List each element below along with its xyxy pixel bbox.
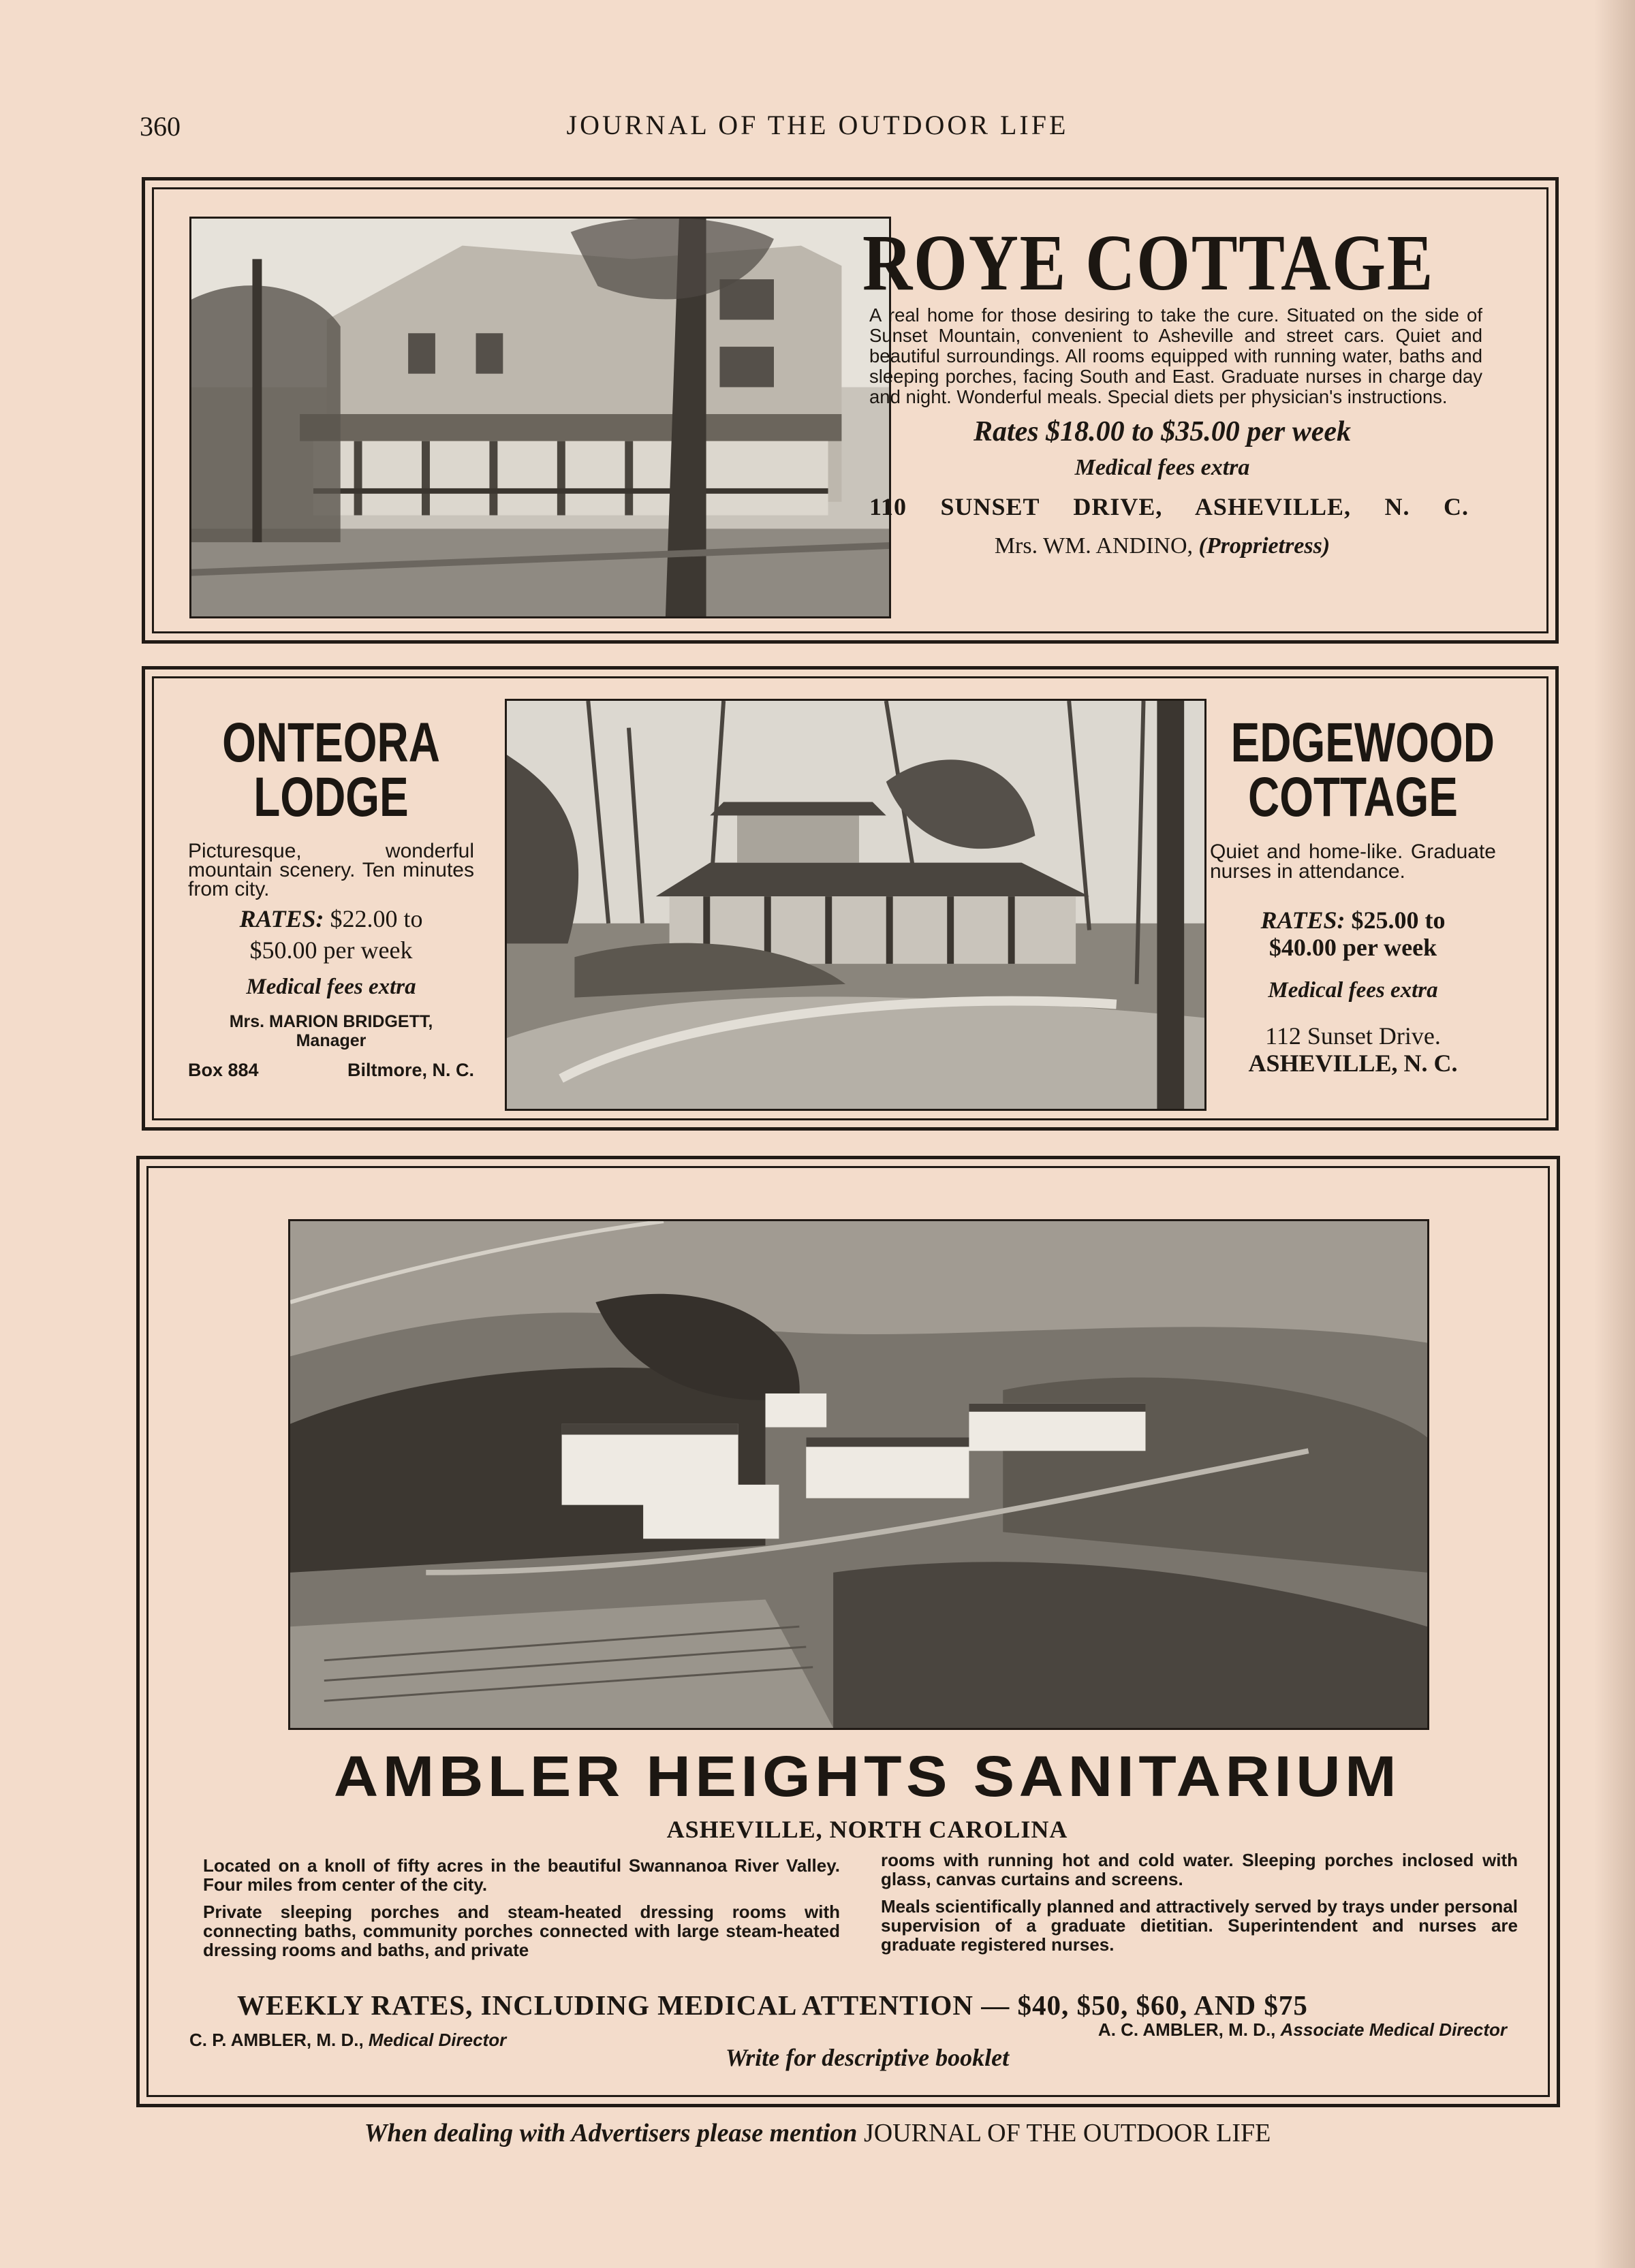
ambler-weekly-rates: WEEKLY RATES, INCLUDING MEDICAL ATTENTION — $40, $50, $60, AND $75 (237, 1989, 1308, 2021)
edgewood-title-line1: EDGEWOOD (1230, 712, 1495, 774)
onteora-rates-line1: $22.00 to (330, 905, 423, 932)
onteora-lodge-address (188, 1060, 474, 1081)
edgewood-title-line2: COTTAGE (1248, 766, 1458, 828)
onteora-title-line2: LODGE (253, 766, 409, 828)
ambler-heights-text-right (881, 1850, 1518, 1962)
roye-cottage-description: A real home for those desiring to take the cure. Situated on the side of Sunset Mountain, convenient to Asheville and street cars. Quiet and beautiful surroundings. All rooms equipped with running water, baths and sleeping porches, facing South and East. Graduate nurses in charge day and night. Wonderful meals. Special diets per physician's instructions. (869, 304, 1482, 407)
onteora-manager-role: Manager (296, 1031, 367, 1050)
onteora-town: Biltmore, N. C. (347, 1060, 474, 1080)
ambler-director2-name: A. C. AMBLER, M. D., (1097, 2019, 1276, 2040)
roye-cottage-title: ROYE COTTAGE (862, 218, 1435, 307)
roye-cottage-medical-fees: Medical fees extra (1074, 455, 1250, 480)
roye-cottage-photo (189, 217, 891, 618)
edgewood-cottage-description: Quiet and home-like. Graduate nurses in attendance. (1210, 840, 1496, 883)
roye-cottage-proprietor-name: Mrs. WM. ANDINO, (994, 533, 1194, 558)
ambler-heights-text-left (203, 1856, 840, 1968)
edgewood-cottage-rates (1196, 907, 1510, 961)
roye-cottage-address: 110 SUNSET DRIVE, ASHEVILLE, N. C. (869, 493, 1469, 520)
edgewood-cottage-medical-fees: Medical fees extra (1268, 978, 1438, 1003)
advertiser-footer (0, 2118, 1635, 2148)
onteora-rates-line2: $50.00 per week (249, 936, 413, 964)
footer-lead: When dealing with Advertisers please mention (364, 2119, 858, 2147)
ambler-heights-title: AMBLER HEIGHTS SANITARIUM (333, 1744, 1401, 1808)
roye-cottage-proprietor-role: (Proprietress) (1198, 533, 1330, 558)
ambler-director1-name: C. P. AMBLER, M. D., (189, 2030, 364, 2050)
onteora-lodge-description: Picturesque, wonderful mountain scenery. Ten minutes from city. (188, 840, 474, 900)
edgewood-rates-line1: $25.00 to (1351, 907, 1446, 934)
ambler-heights-ad (136, 1156, 1560, 2107)
ambler-heights-aerial-photo (288, 1219, 1429, 1730)
ambler-para-4: Meals scientifically planned and attractively served by trays under personal supervision of a graduate dietitian. Superintendent and nurses are graduate registered nurses. (881, 1896, 1518, 1955)
roye-cottage-proprietor (862, 533, 1462, 559)
page-edge-shadow (1594, 0, 1635, 2268)
onteora-lodge-rates (174, 903, 488, 966)
edgewood-rates-label: RATES: (1260, 907, 1345, 934)
onteora-box: Box 884 (188, 1060, 259, 1080)
onteora-lodge-manager (174, 1012, 488, 1050)
running-head: JOURNAL OF THE OUTDOOR LIFE (566, 110, 1069, 140)
edgewood-address-line2: ASHEVILLE, N. C. (1248, 1050, 1458, 1077)
roye-cottage-rates: Rates $18.00 to $35.00 per week (973, 416, 1352, 447)
onteora-lodge-title (209, 712, 454, 828)
ambler-para-1: Located on a knoll of fifty acres in the beautiful Swannanoa River Valley. Four miles from center of the city. (203, 1855, 840, 1895)
onteora-edgewood-ad (142, 666, 1559, 1131)
onteora-rates-label: RATES: (239, 905, 324, 932)
ambler-associate-director (1098, 2019, 1507, 2041)
edgewood-rates-line2: $40.00 per week (1268, 934, 1437, 961)
footer-journal: JOURNAL OF THE OUTDOOR LIFE (863, 2119, 1271, 2147)
ambler-director1-role: Medical Director (368, 2030, 507, 2050)
roye-cottage-ad (142, 177, 1559, 644)
edgewood-cottage-title (1230, 712, 1495, 828)
ambler-para-2: Private sleeping porches and steam-heated dressing rooms with connecting baths, community porches connected with large steam-heated dressing rooms and baths, and private (203, 1902, 840, 1960)
onteora-lodge-medical-fees: Medical fees extra (246, 975, 416, 999)
ambler-heights-location: ASHEVILLE, NORTH CAROLINA (666, 1816, 1068, 1843)
onteora-title-line1: ONTEORA (222, 712, 440, 774)
page-number: 360 (140, 111, 181, 142)
ambler-director2-role: Associate Medical Director (1280, 2019, 1507, 2040)
edgewood-address-line1: 112 Sunset Drive. (1265, 1022, 1441, 1050)
edgewood-cottage-address (1196, 1022, 1510, 1077)
ambler-para-3: rooms with running hot and cold water. Sleeping porches inclosed with glass, canvas curtains and screens. (881, 1850, 1518, 1889)
edgewood-cottage-photo (505, 699, 1206, 1111)
ambler-booklet-note: Write for descriptive booklet (725, 2044, 1010, 2071)
onteora-manager-name: Mrs. MARION BRIDGETT, (229, 1012, 433, 1031)
